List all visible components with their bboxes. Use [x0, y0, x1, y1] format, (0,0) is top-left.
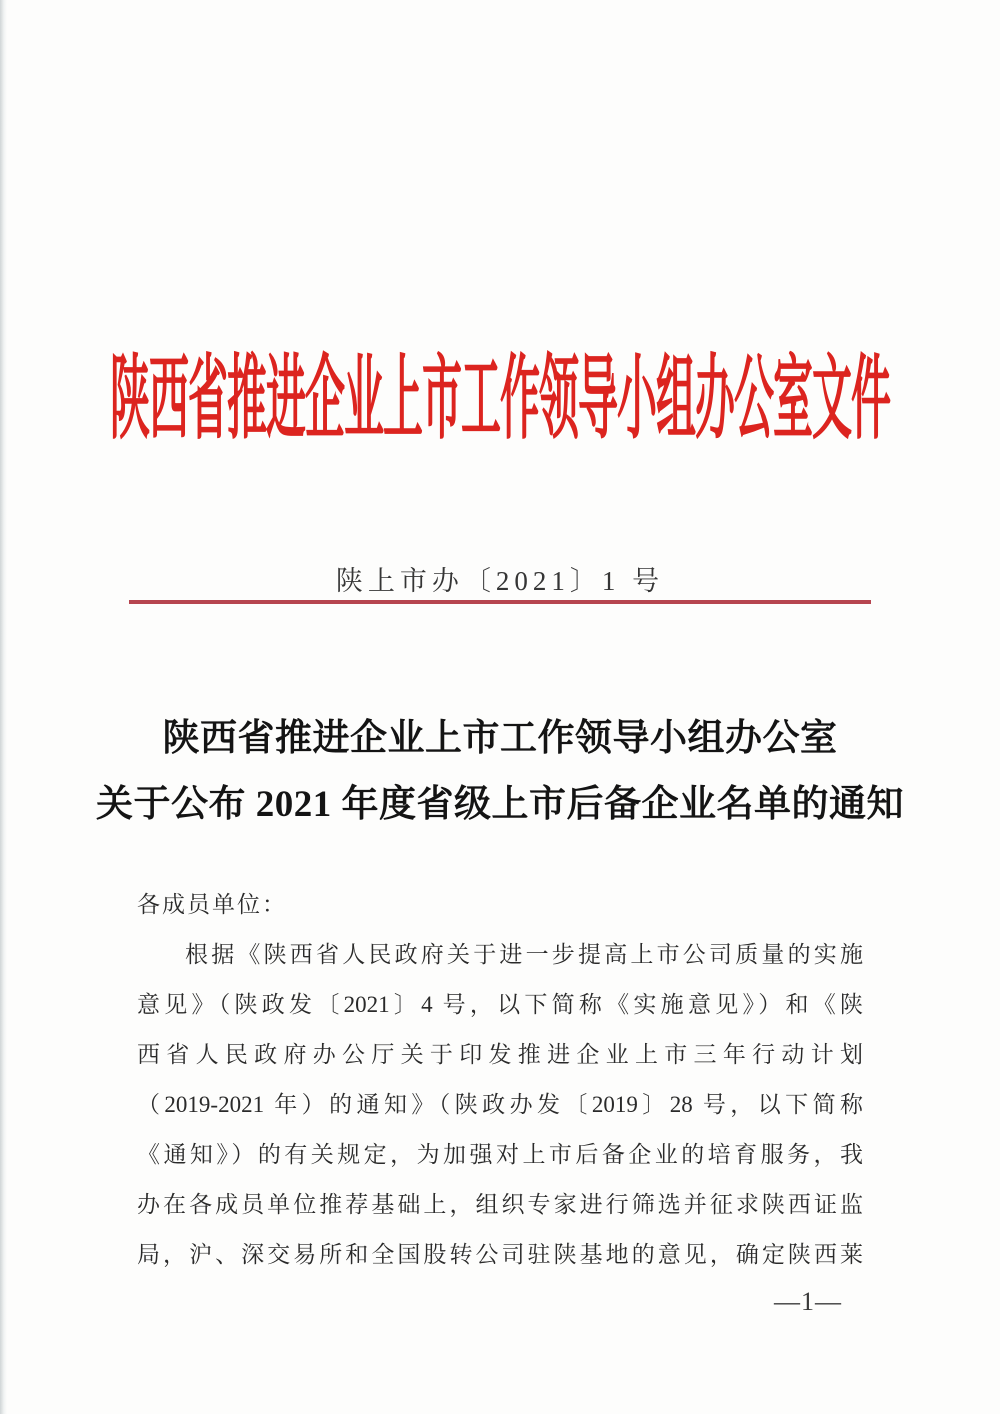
body-paragraph-line: 西省人民政府办公厅关于印发推进企业上市三年行动计划	[137, 1042, 863, 1067]
letterhead-title: 陕西省推进企业上市工作领导小组办公室文件	[110, 347, 890, 451]
body-paragraph-line: 根据《陕西省人民政府关于进一步提高上市公司质量的实施	[185, 942, 863, 967]
body-paragraph-line: 《通知》）的有关规定，为加强对上市后备企业的培育服务，我	[137, 1142, 863, 1167]
body-paragraph-line: 办在各成员单位推荐基础上，组织专家进行筛选并征求陕西证监	[137, 1192, 863, 1217]
document-number: 陕上市办〔2021〕1 号	[335, 566, 665, 596]
salutation: 各成员单位：	[137, 892, 287, 917]
agency-letterhead	[0, 347, 1000, 454]
body-paragraph-line: 意见》（陕政发〔2021〕4 号，以下简称《实施意见》）和《陕	[137, 992, 863, 1017]
page-number: —1—	[774, 1287, 842, 1316]
document-body	[137, 880, 863, 1280]
body-paragraph-line: （2019-2021 年）的通知》（陕政办发〔2019〕28 号，以下简称	[137, 1092, 863, 1117]
letterhead-divider-rule	[129, 600, 871, 604]
document-title-line-2: 关于公布 2021 年度省级上市后备企业名单的通知	[96, 784, 904, 825]
document-title	[0, 706, 1000, 838]
body-paragraph-line: 局，沪、深交易所和全国股转公司驻陕基地的意见，确定陕西莱	[137, 1242, 863, 1267]
document-title-line-1: 陕西省推进企业上市工作领导小组办公室	[162, 718, 838, 759]
